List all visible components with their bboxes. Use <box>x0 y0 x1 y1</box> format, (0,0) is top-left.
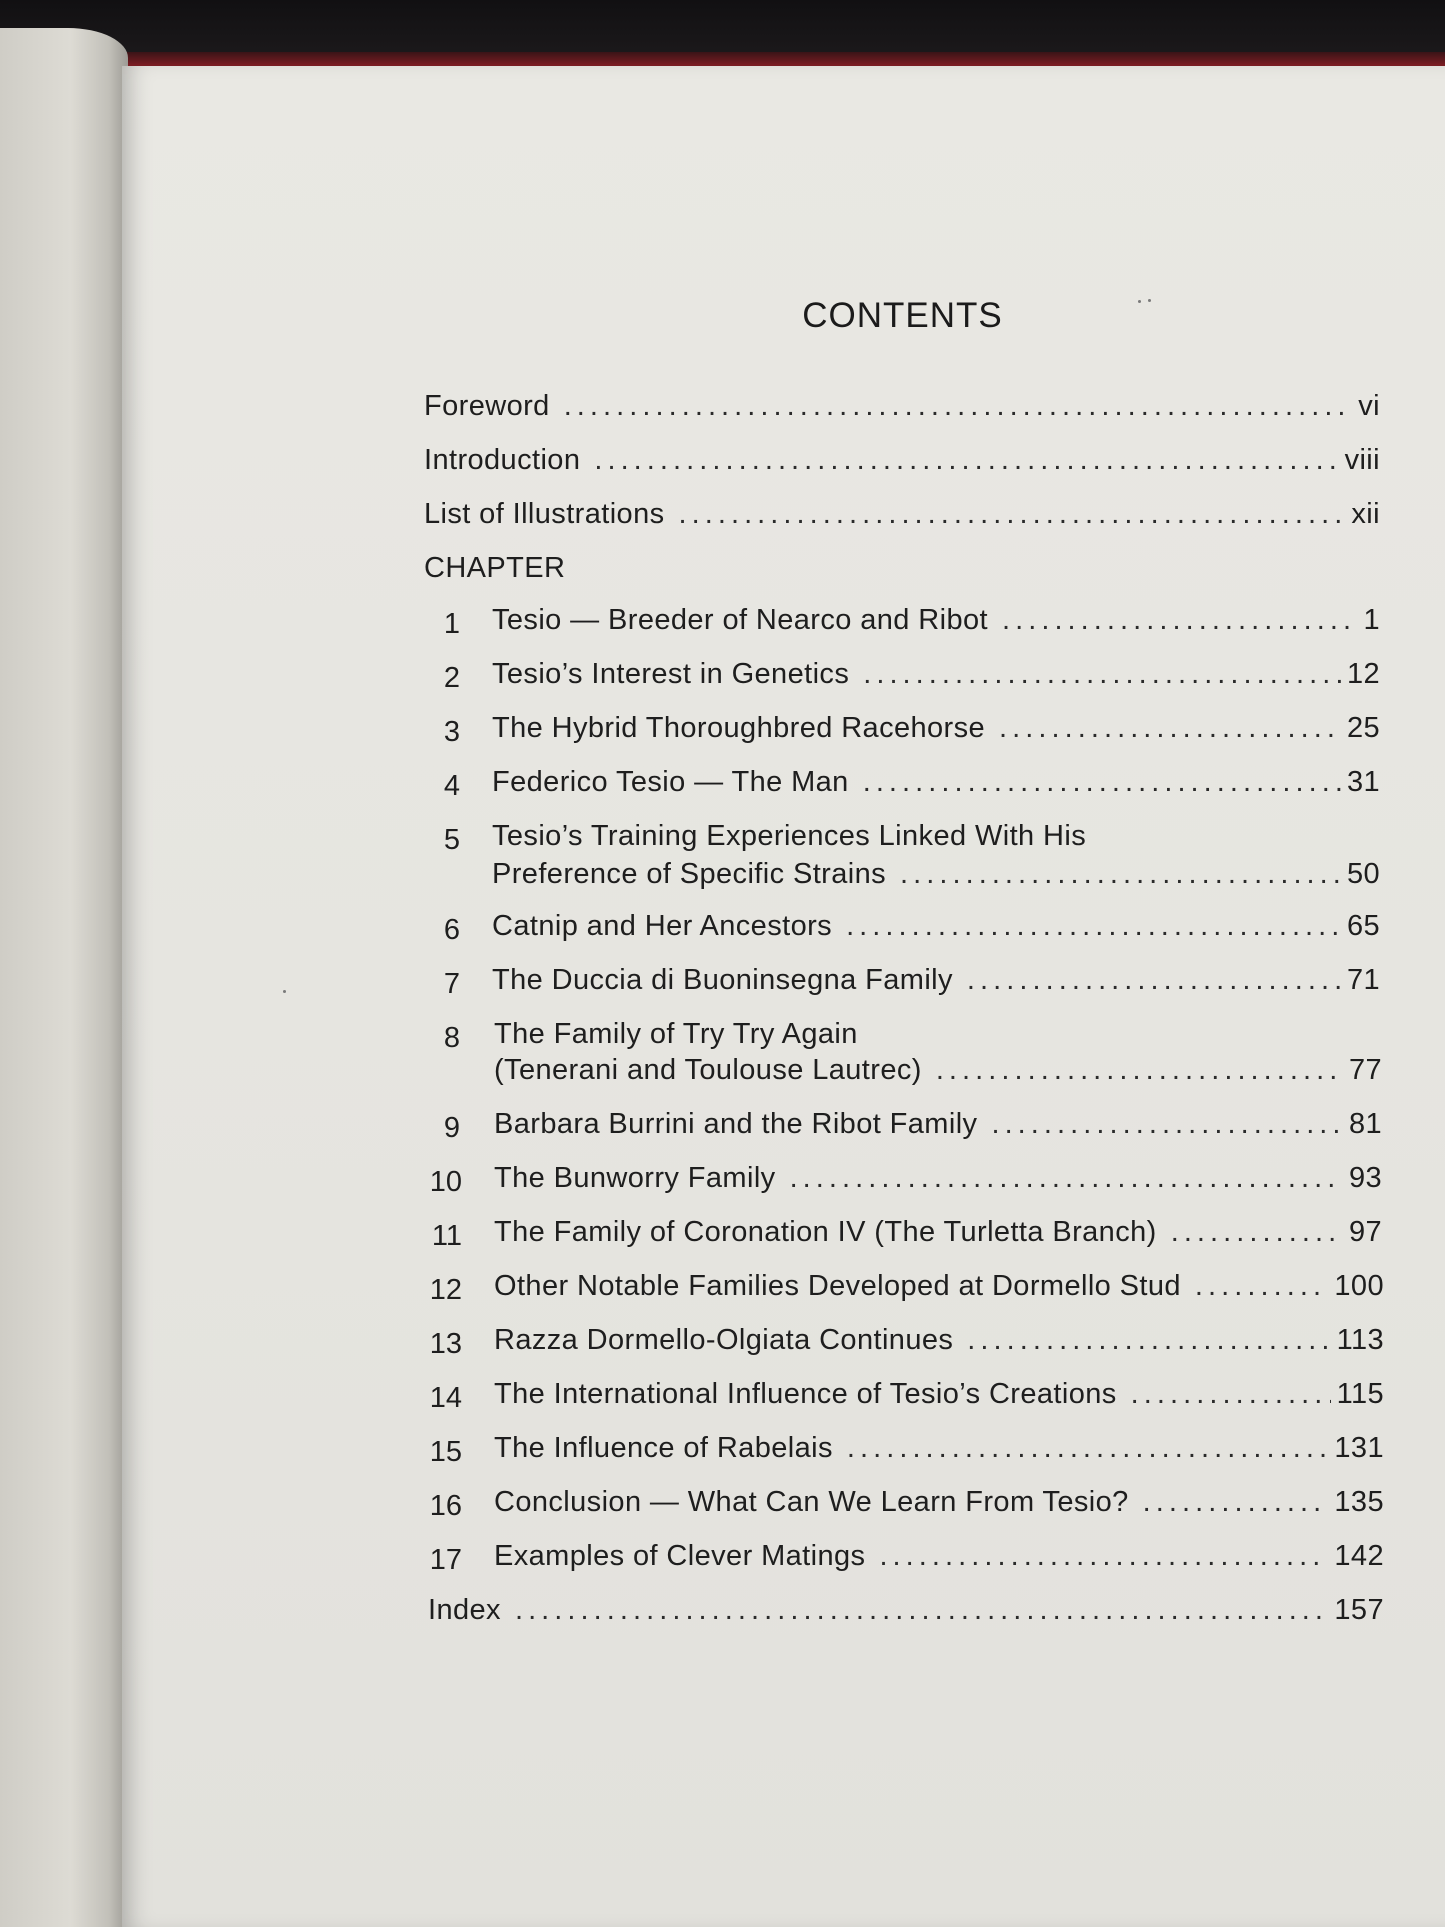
leader-dots <box>863 658 1341 691</box>
chapter-number: 10 <box>429 1166 462 1198</box>
chapter-number: 3 <box>443 716 460 748</box>
toc-entry-chapter <box>494 1270 1384 1303</box>
chapter-page: 81 <box>1348 1108 1382 1140</box>
toc-entry-page: xii <box>1351 498 1380 530</box>
toc-entry-chapter <box>492 766 1380 799</box>
chapter-title: Catnip and Her Ancestors <box>492 910 833 942</box>
chapter-page: 31 <box>1346 766 1380 798</box>
leader-dots <box>967 964 1341 997</box>
chapter-number: 15 <box>429 1436 462 1468</box>
chapter-number: 2 <box>443 662 460 694</box>
toc-entry-chapter <box>494 1540 1384 1573</box>
chapter-number: 17 <box>429 1544 462 1576</box>
leader-dots <box>967 1324 1330 1357</box>
toc-entry-label: Foreword <box>424 390 550 422</box>
chapter-title: Examples of Clever Matings <box>494 1540 866 1572</box>
leader-dots <box>1143 1486 1329 1519</box>
toc-entry-chapter <box>492 964 1380 997</box>
toc-entry-chapter <box>492 910 1380 943</box>
leader-dots <box>564 390 1353 423</box>
chapter-number: 11 <box>431 1220 462 1252</box>
chapter-heading: CHAPTER <box>424 552 566 584</box>
leader-dots <box>1195 1270 1328 1303</box>
leader-dots <box>846 910 1341 943</box>
toc-entry-page: viii <box>1344 444 1380 476</box>
chapter-number: 8 <box>443 1022 460 1054</box>
chapter-page: 71 <box>1346 964 1380 996</box>
toc-entry-chapter <box>492 712 1380 745</box>
chapter-number: 14 <box>429 1382 462 1414</box>
chapter-page: 135 <box>1334 1486 1384 1518</box>
chapter-page: 100 <box>1334 1270 1384 1302</box>
leader-dots <box>991 1108 1342 1141</box>
toc-entry-chapter <box>492 858 1380 891</box>
chapter-page: 65 <box>1346 910 1380 942</box>
toc-entry-page: vi <box>1358 390 1380 422</box>
leader-dots <box>1002 604 1357 637</box>
toc-entry-chapter <box>494 1054 1382 1087</box>
chapter-number: 7 <box>443 968 460 1000</box>
chapter-title-line1: Tesio’s Training Experiences Linked With His <box>492 820 1087 852</box>
toc-entry-chapter <box>492 604 1380 637</box>
chapter-title: Tesio’s Interest in Genetics <box>492 658 850 690</box>
toc-entry-index <box>428 1594 1384 1627</box>
chapter-title: The Family of Coronation IV (The Turletta Branch) <box>494 1216 1157 1248</box>
chapter-title: Barbara Burrini and the Ribot Family <box>494 1108 978 1140</box>
chapter-number: 16 <box>429 1490 462 1522</box>
leader-dots <box>879 1540 1328 1573</box>
chapter-title: The Bunworry Family <box>494 1162 776 1194</box>
chapter-number: 12 <box>429 1274 462 1306</box>
chapter-title: Other Notable Families Developed at Dormello Stud <box>494 1270 1181 1302</box>
chapter-title-line1: The Family of Try Try Again <box>494 1018 858 1050</box>
toc-entry-label: List of Illustrations <box>424 498 665 530</box>
chapter-title: (Tenerani and Toulouse Lautrec) <box>494 1054 922 1086</box>
toc-entry-label: Introduction <box>424 444 581 476</box>
chapter-title: Razza Dormello-Olgiata Continues <box>494 1324 954 1356</box>
leader-dots <box>936 1054 1343 1087</box>
leader-dots <box>594 444 1338 477</box>
leader-dots <box>1171 1216 1343 1249</box>
leader-dots <box>790 1162 1343 1195</box>
toc-entry-introduction <box>424 444 1380 477</box>
chapter-title: The Duccia di Buoninsegna Family <box>492 964 953 996</box>
toc-entry-chapter <box>494 1108 1382 1141</box>
toc-entry-chapter <box>494 1432 1384 1465</box>
chapter-page: 97 <box>1348 1216 1382 1248</box>
leader-dots <box>1131 1378 1331 1411</box>
chapter-page: 50 <box>1346 858 1380 890</box>
chapter-title: Federico Tesio — The Man <box>492 766 849 798</box>
chapter-title: Tesio — Breeder of Nearco and Ribot <box>492 604 988 636</box>
chapter-number: 1 <box>443 608 460 640</box>
chapter-page: 115 <box>1336 1378 1384 1410</box>
toc-entry-label: Index <box>428 1594 501 1626</box>
chapter-number: 4 <box>443 770 460 802</box>
toc-entry-page: 157 <box>1334 1594 1384 1626</box>
chapter-page: 93 <box>1348 1162 1382 1194</box>
leader-dots <box>847 1432 1329 1465</box>
toc-entry-chapter <box>494 1486 1384 1519</box>
chapter-page: 12 <box>1346 658 1380 690</box>
page-fleck <box>283 990 286 993</box>
chapter-number: 9 <box>443 1112 460 1144</box>
leader-dots <box>900 858 1341 891</box>
leader-dots <box>863 766 1341 799</box>
contents-title: CONTENTS <box>802 296 1003 335</box>
leader-dots <box>679 498 1346 531</box>
toc-entry-chapter <box>494 1162 1382 1195</box>
chapter-title: Preference of Specific Strains <box>492 858 887 890</box>
chapter-page: 131 <box>1334 1432 1384 1464</box>
chapter-title: The Influence of Rabelais <box>494 1432 833 1464</box>
chapter-number: 5 <box>443 824 460 856</box>
toc-entry-chapter <box>494 1216 1382 1249</box>
chapter-title: The Hybrid Thoroughbred Racehorse <box>492 712 986 744</box>
chapter-page: 142 <box>1334 1540 1384 1572</box>
chapter-number: 6 <box>443 914 460 946</box>
toc-entry-illustrations <box>424 498 1380 531</box>
chapter-number: 13 <box>429 1328 462 1360</box>
leader-dots <box>515 1594 1328 1627</box>
chapter-title: Conclusion — What Can We Learn From Tesio? <box>494 1486 1129 1518</box>
toc-entry-chapter <box>494 1324 1384 1357</box>
chapter-page: 113 <box>1336 1324 1384 1356</box>
leader-dots <box>999 712 1341 745</box>
chapter-page: 25 <box>1346 712 1380 744</box>
chapter-title: The International Influence of Tesio’s Creations <box>494 1378 1117 1410</box>
toc-entry-foreword <box>424 390 1380 423</box>
toc-entry-chapter <box>494 1378 1384 1411</box>
chapter-page: 1 <box>1363 604 1380 636</box>
toc-entry-chapter <box>492 658 1380 691</box>
chapter-page: 77 <box>1348 1054 1382 1086</box>
